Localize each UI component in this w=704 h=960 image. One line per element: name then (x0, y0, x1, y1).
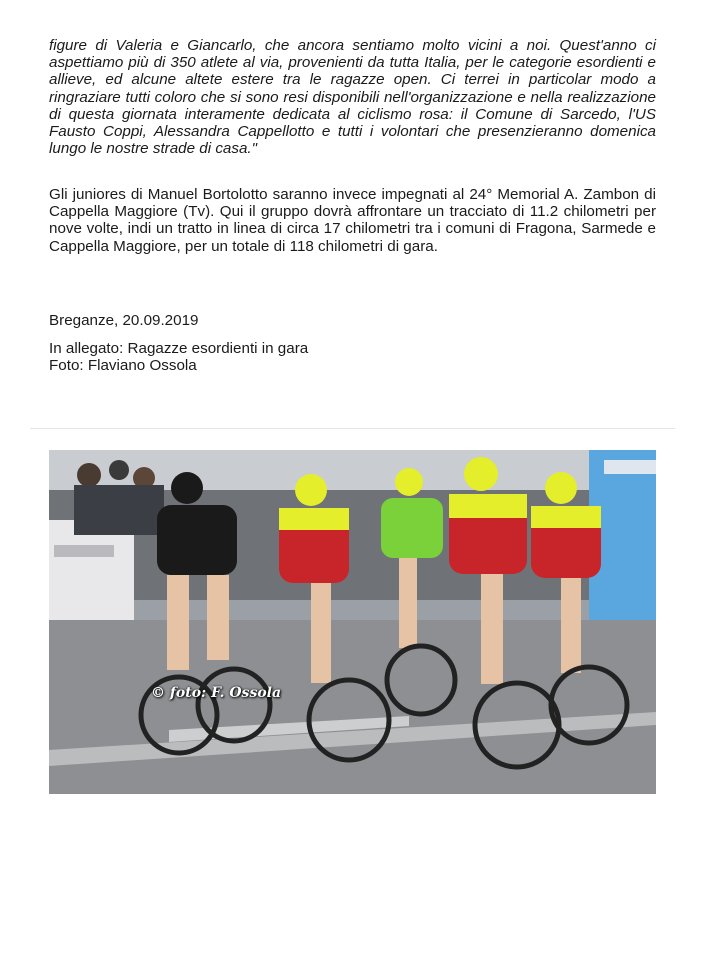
photo-credit-line: Foto: Flaviano Ossola (49, 357, 197, 374)
cyclists-photo (49, 450, 656, 794)
body-paragraph: Gli juniores di Manuel Bortolotto saranno invece impegnati al 24° Memorial A. Zambon di Cappella Maggiore (Tv). Qui il gruppo dovrà affrontare un tracciato di 11.2 chilometri per nove volte, indi un tratto in linea di circa 17 chilometri tra i comuni di Fragona, Sarmede e Cappella Maggiore, per un totale di 118 chilometri di gara. (49, 186, 656, 255)
photo-watermark: © foto: F. Ossola (151, 685, 282, 701)
cyclists-illustration (49, 450, 656, 794)
dateline: Breganze, 20.09.2019 (49, 312, 199, 329)
quote-paragraph: figure di Valeria e Giancarlo, che ancora sentiamo molto vicini a noi. Quest'anno ci aspettiamo più di 350 atlete al via, provenienti da tutta Italia, per le categorie esordienti e allieve, ed alcune altete estere tra le ragazze open. Ci terrei in particolar modo a ringraziare tutti coloro che si sono resi disponibili nell'organizzazione e nella realizzazione di questa giornata interamente dedicata al ciclismo rosa: il Comune di Sarcedo, l'US Fausto Coppi, Alessandra Cappellotto e tutti i volontari che presenzieranno domenica lungo le nostre strade di casa." (49, 37, 656, 158)
divider (30, 428, 675, 429)
attachment-line: In allegato: Ragazze esordienti in gara (49, 340, 309, 357)
